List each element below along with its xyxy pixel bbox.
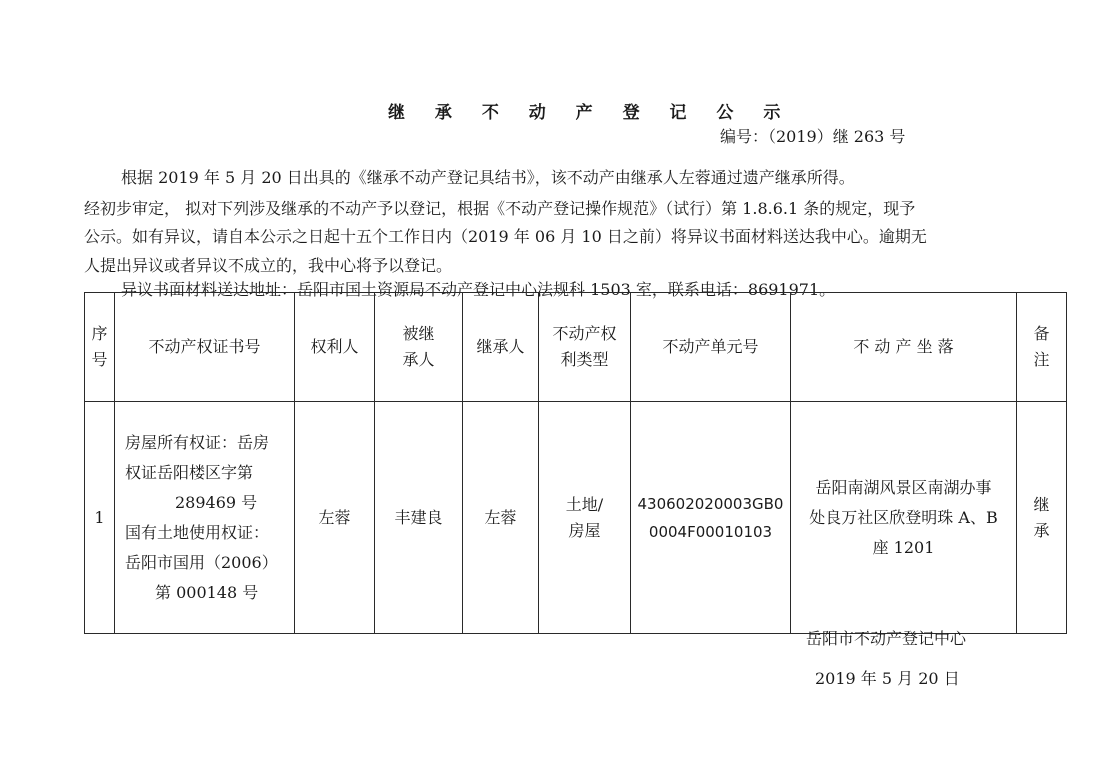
cert-no-line: 权证岳阳楼区字第 <box>125 462 254 482</box>
cell-right-type <box>539 402 631 634</box>
location-line: 处良万社区欣登明珠 A、B <box>809 507 998 527</box>
location-line: 座 1201 <box>872 537 935 557</box>
registration-table <box>84 292 1067 634</box>
cert-no-line: 岳阳市国用（2006） <box>125 552 278 572</box>
document-number: 编号：（2019）继 263 号 <box>720 127 906 146</box>
issuing-organization: 岳阳市不动产登记中心 <box>806 629 967 648</box>
header-right-type: 不动产权利类型 <box>539 293 631 402</box>
header-decedent: 被继承人 <box>375 293 463 402</box>
unit-no-line: 0004F00010103 <box>648 522 773 541</box>
document-title: 继 承 不 动 产 登 记 公 示 <box>388 103 793 123</box>
cell-remark: 继承 <box>1017 402 1067 634</box>
cert-no-line: 第 000148 号 <box>155 582 259 602</box>
cell-seq: 1 <box>85 402 115 634</box>
header-seq: 序号 <box>85 293 115 402</box>
header-unit-no: 不动产单元号 <box>631 293 791 402</box>
table-row <box>85 402 1067 634</box>
unit-no-line: 430602020003GB0 <box>637 494 784 513</box>
header-location: 不 动 产 坐 落 <box>791 293 1017 402</box>
right-type-line: 土地/ <box>565 494 604 514</box>
cell-decedent: 丰建良 <box>375 402 463 634</box>
cert-no-line: 国有土地使用权证： <box>125 522 270 542</box>
cert-no-line: 房屋所有权证：岳房 <box>125 432 270 452</box>
cert-no-line: 289469 号 <box>175 492 258 512</box>
cell-location <box>791 402 1017 634</box>
cell-cert-no <box>115 402 295 634</box>
header-owner: 权利人 <box>295 293 375 402</box>
issue-date: 2019 年 5 月 20 日 <box>815 669 960 688</box>
cell-heir: 左蓉 <box>463 402 539 634</box>
header-cert-no: 不动产权证书号 <box>115 293 295 402</box>
paragraph-line-4: 人提出异议或者异议不成立的，我中心将予以登记。 <box>84 256 453 275</box>
cell-owner: 左蓉 <box>295 402 375 634</box>
paragraph-line-1: 根据 2019 年 5 月 20 日出具的《继承不动产登记具结书》，该不动产由继承人左蓉通过遗产继承所得。 <box>121 168 855 187</box>
paragraph-line-3: 公示。如有异议，请自本公示之日起十五个工作日内（2019 年 06 月 10 日之前）将异议书面材料送达我中心。逾期无 <box>84 227 927 246</box>
objection-address: 异议书面材料送达地址：岳阳市国土资源局不动产登记中心法规科 1503 室，联系电话：8691971。 <box>121 280 836 299</box>
cell-unit-no <box>631 402 791 634</box>
table-header-row <box>85 293 1067 402</box>
header-heir: 继承人 <box>463 293 539 402</box>
paragraph-line-2: 经初步审定， 拟对下列涉及继承的不动产予以登记，根据《不动产登记操作规范》（试行）第 1.8.6.1 条的规定，现予 <box>84 199 916 218</box>
right-type-line: 房屋 <box>568 520 601 540</box>
header-remark: 备注 <box>1017 293 1067 402</box>
location-line: 岳阳南湖风景区南湖办事 <box>815 477 992 497</box>
